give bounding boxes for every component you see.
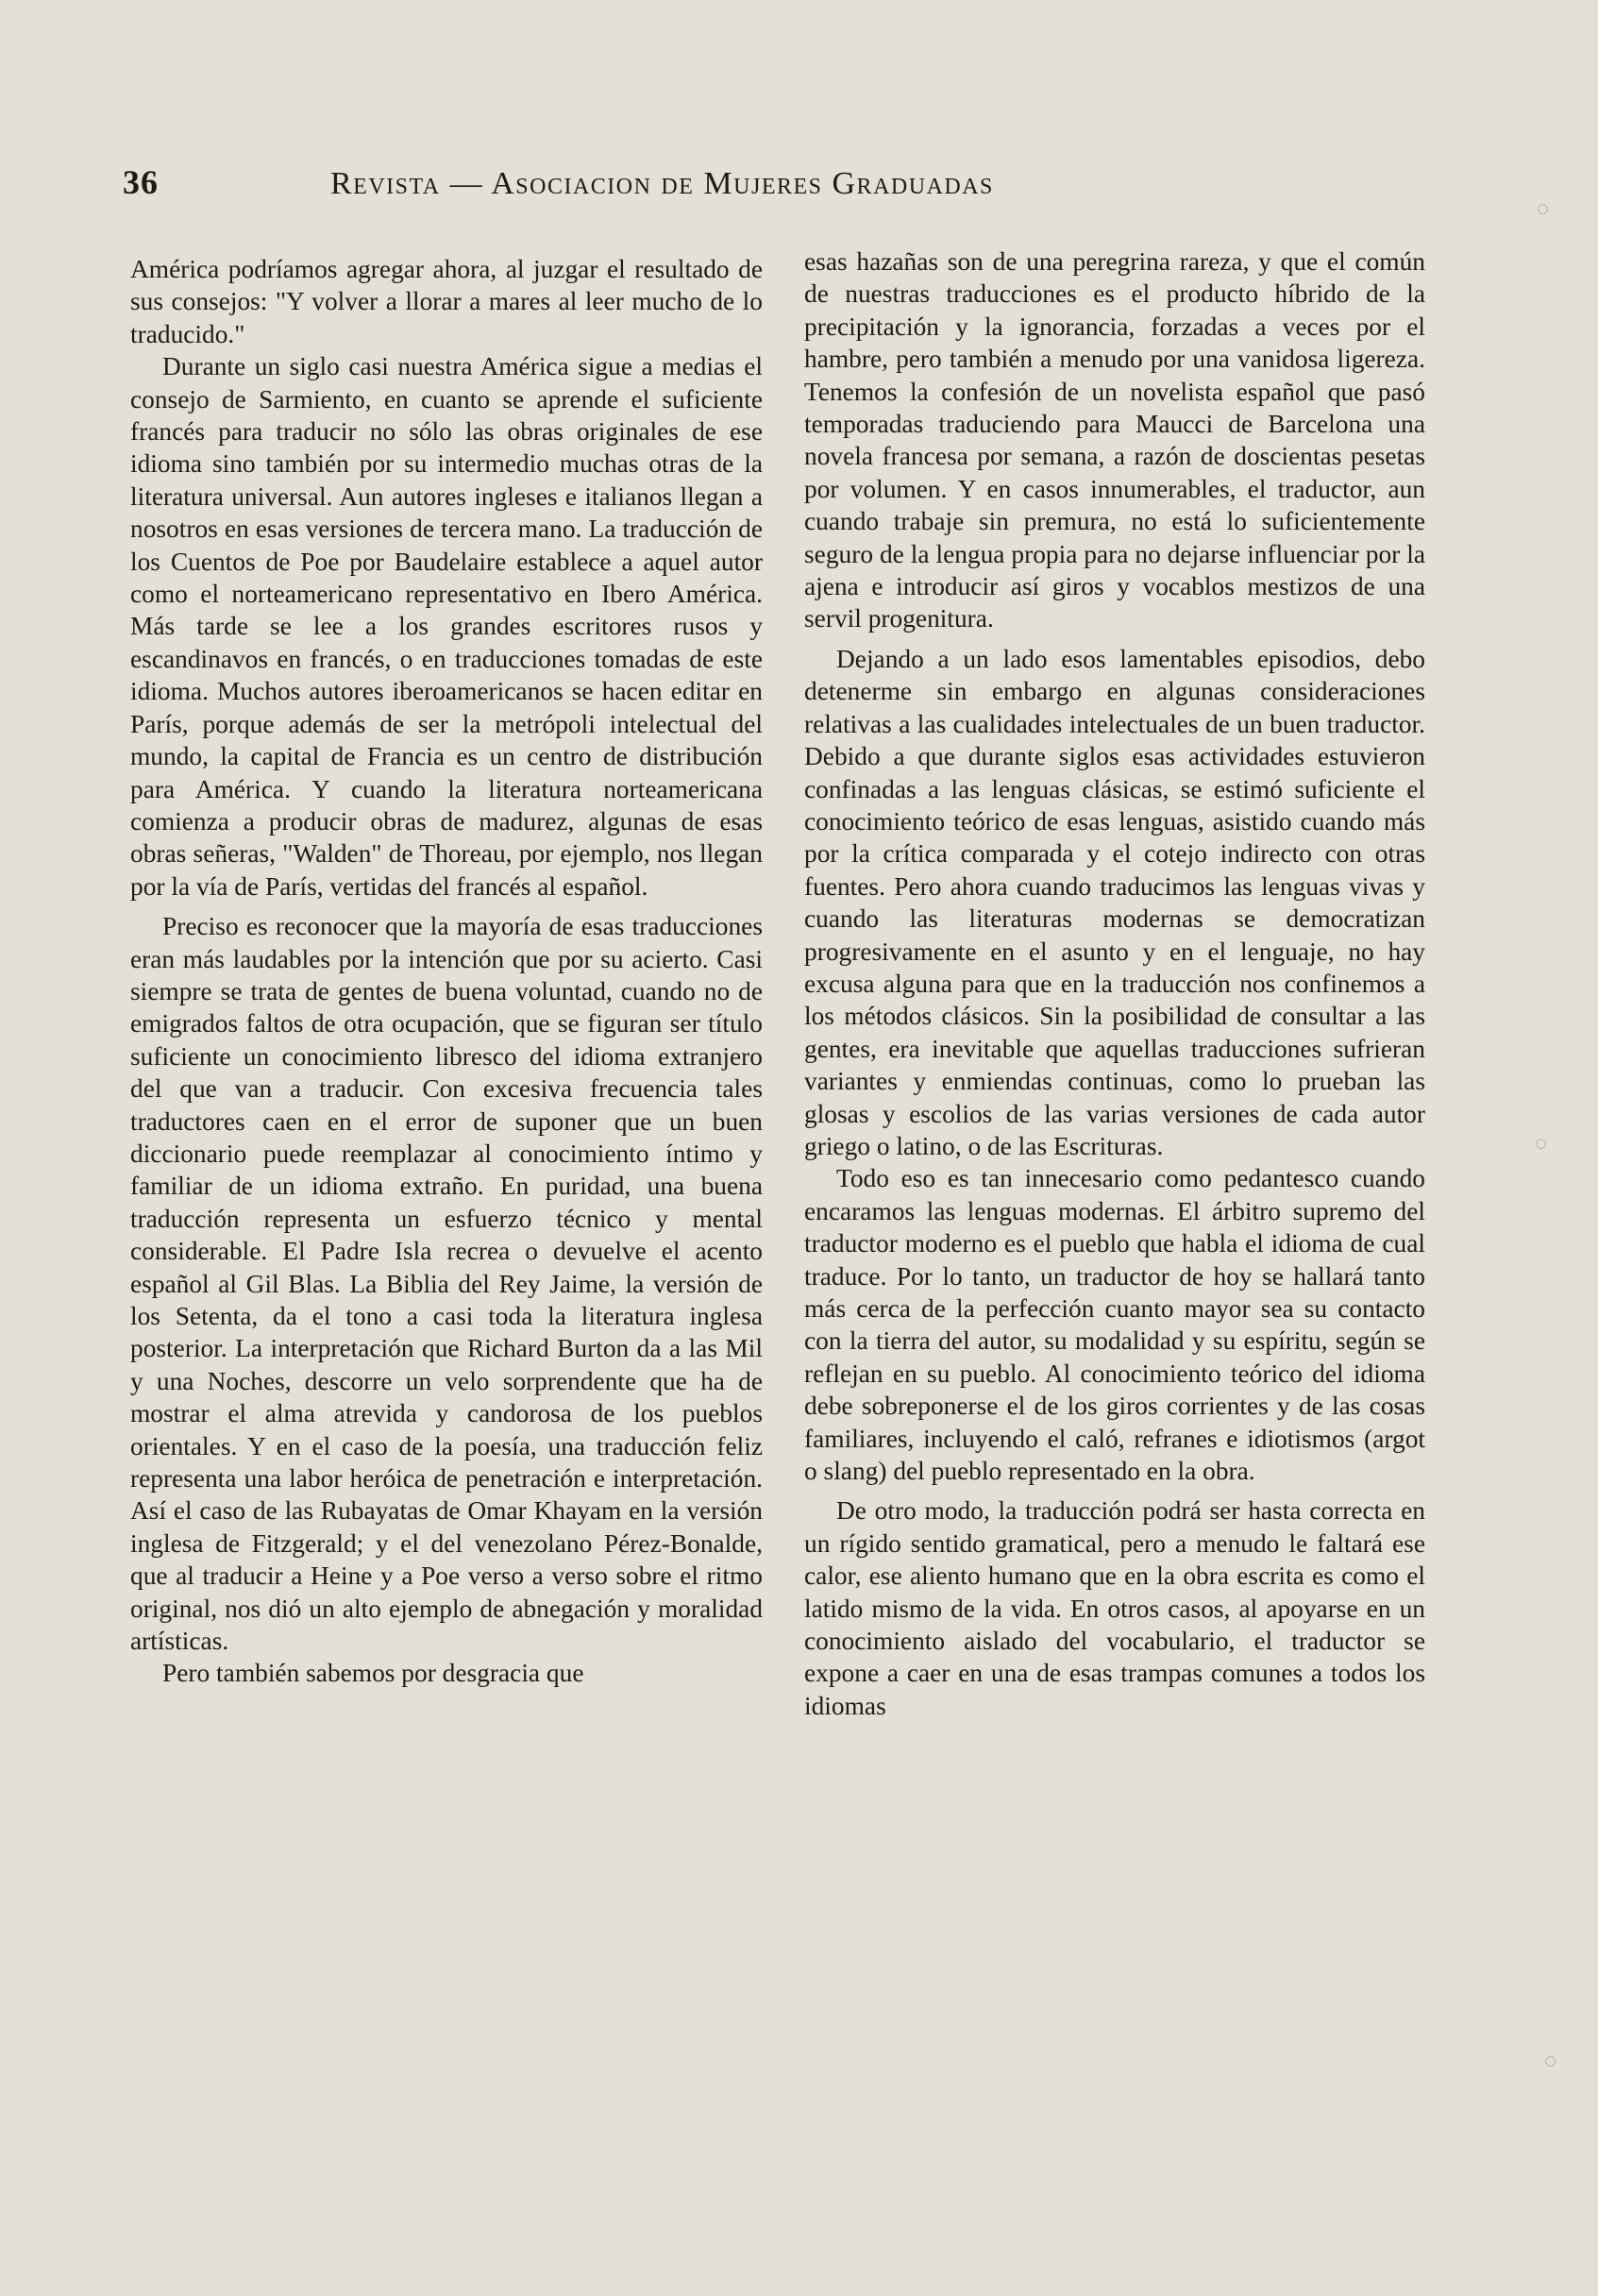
paragraph: De otro modo, la traducción podrá ser hasta correcta en un rígido sentido gramatical, pero a menudo le faltará ese calor, ese aliento humano que en la obra escrita es como el latido mismo de la vida. En otros casos, al apoyarse en un conocimiento aislado del vocabulario, el traductor se expone a caer en una de esas trampas comunes a todos los idiomas [804, 1496, 1425, 1720]
paragraph: Preciso es reconocer que la mayoría de esas traducciones eran más laudables por la intención que por su acierto. Casi siempre se trata de gentes de buena voluntad, cuando no de emigrados faltos de otra ocupación, que se figuran ser título suficiente un conocimiento libresco del idioma extranjero del que van a traducir. Con excesiva frecuencia tales traductores caen en el error de suponer que un buen diccionario puede reemplazar al conocimiento íntimo y familiar de un idioma extraño. En puridad, una buena traducción representa un esfuerzo técnico y mental considerable. El Padre Isla recrea o devuelve el acento español al Gil Blas. La Biblia del Rey Jaime, la versión de los Setenta, da el tono a casi toda la literatura inglesa posterior. La interpretación que Richard Burton da a las Mil y una Noches, descorre un velo sorprendente que ha de mostrar el alma atrevida y candorosa de los pueblos orientales. Y en el caso de la poesía, una traducción feliz representa una labor heróica de penetración e interpretación. Así el caso de las Rubayatas de Omar Khayam en la versión inglesa de Fitzgerald; y el del venezolano Pérez-Bonalde, que al traducir a Heine y a Poe verso a verso sobre el ritmo original, nos dió un alto ejemplo de abnegación y moralidad artísticas. [130, 912, 763, 1656]
paragraph: Durante un siglo casi nuestra América sigue a medias el consejo de Sarmiento, en cuanto se aprende el suficiente francés para traducir no sólo las obras originales de ese idioma sino también por su intermedio muchas otras de la literatura universal. Aun autores ingleses e italianos llegan a nosotros en esas versiones de tercera mano. La traducción de los Cuentos de Poe por Baudelaire establece a aquel autor como el norteamericano representativo en Ibero América. Más tarde se lee a los grandes escritores rusos y escandinavos en francés, o en traducciones tomadas de este idioma. Muchos autores iberoamericanos se hacen editar en París, porque además de ser la metrópoli intelectual del mundo, la capital de Francia es un centro de distribución para América. Y cuando la literatura norteamericana comienza a producir obras de madurez, algunas de esas obras señeras, "Walden" de Thoreau, por ejemplo, nos llegan por la vía de París, vertidas del francés al español. [130, 352, 763, 901]
running-title: Revista — Asociacion de Mujeres Graduadas [330, 166, 994, 201]
left-column [130, 253, 763, 1690]
paragraph: Pero también sabemos por desgracia que [162, 1659, 584, 1688]
scan-artifact: ◌ [1537, 196, 1550, 220]
paragraph: Dejando a un lado esos lamentables episodios, debo detenerme sin embargo en algunas consideraciones relativas a las cualidades intelectuales de un buen traductor. Debido a que durante siglos esas actividades estuvieron confinadas a las lenguas clásicas, se estimó suficiente el conocimiento teórico de esas lenguas, asistido cuando más por la crítica comparada y el cotejo indirecto con otras fuentes. Pero ahora cuando traducimos las lenguas vivas y cuando las literaturas modernas se democratizan progresivamente en el asunto y en el lenguaje, no hay excusa alguna para que en la traducción nos confinemos a los métodos clásicos. Sin la posibilidad de consultar a las gentes, era inevitable que aquellas traducciones sufrieran variantes y enmiendas continuas, como lo prueban las glosas y escolios de las varias versiones de cada autor griego o latino, o de las Escrituras. [804, 644, 1425, 1160]
paragraph: América podríamos agregar ahora, al juzgar el resultado de sus consejos: "Y volver a llorar a mares al leer mucho de lo traducido." [130, 255, 763, 348]
page-header [123, 162, 1199, 219]
right-column [804, 245, 1425, 1722]
page-number: 36 [123, 163, 159, 201]
scan-artifact: ◌ [1544, 2049, 1557, 2072]
paragraph: esas hazañas son de una peregrina rareza, y que el común de nuestras traducciones es el producto híbrido de la precipitación y la ignorancia, forzadas a veces por el hambre, pero también a menudo por una vanidosa ligereza. Tenemos la confesión de un novelista español que pasó temporadas traduciendo para Maucci de Barcelona una novela francesa por semana, a razón de doscientas pesetas por volumen. Y en casos innumerables, el traductor, aun cuando trabaje sin premura, no está lo suficientemente seguro de la lengua propia para no dejarse influenciar por la ajena e introducir así giros y vocablos mestizos de una servil progenitura. [804, 247, 1425, 633]
scan-artifact: ◌ [1535, 1131, 1548, 1155]
paragraph: Todo eso es tan innecesario como pedantesco cuando encaramos las lenguas modernas. El árbitro supremo del traductor moderno es el pueblo que habla el idioma de cual traduce. Por lo tanto, un traductor de hoy se hallará tanto más cerca de la perfección cuanto mayor sea su contacto con la tierra del autor, su modalidad y su espíritu, según se reflejan en su pueblo. Al conocimiento teórico del idioma debe sobreponerse el de los giros corrientes y de las cosas familiares, incluyendo el caló, refranes e idiotismos (argot o slang) del pueblo representado en la obra. [804, 1164, 1425, 1486]
